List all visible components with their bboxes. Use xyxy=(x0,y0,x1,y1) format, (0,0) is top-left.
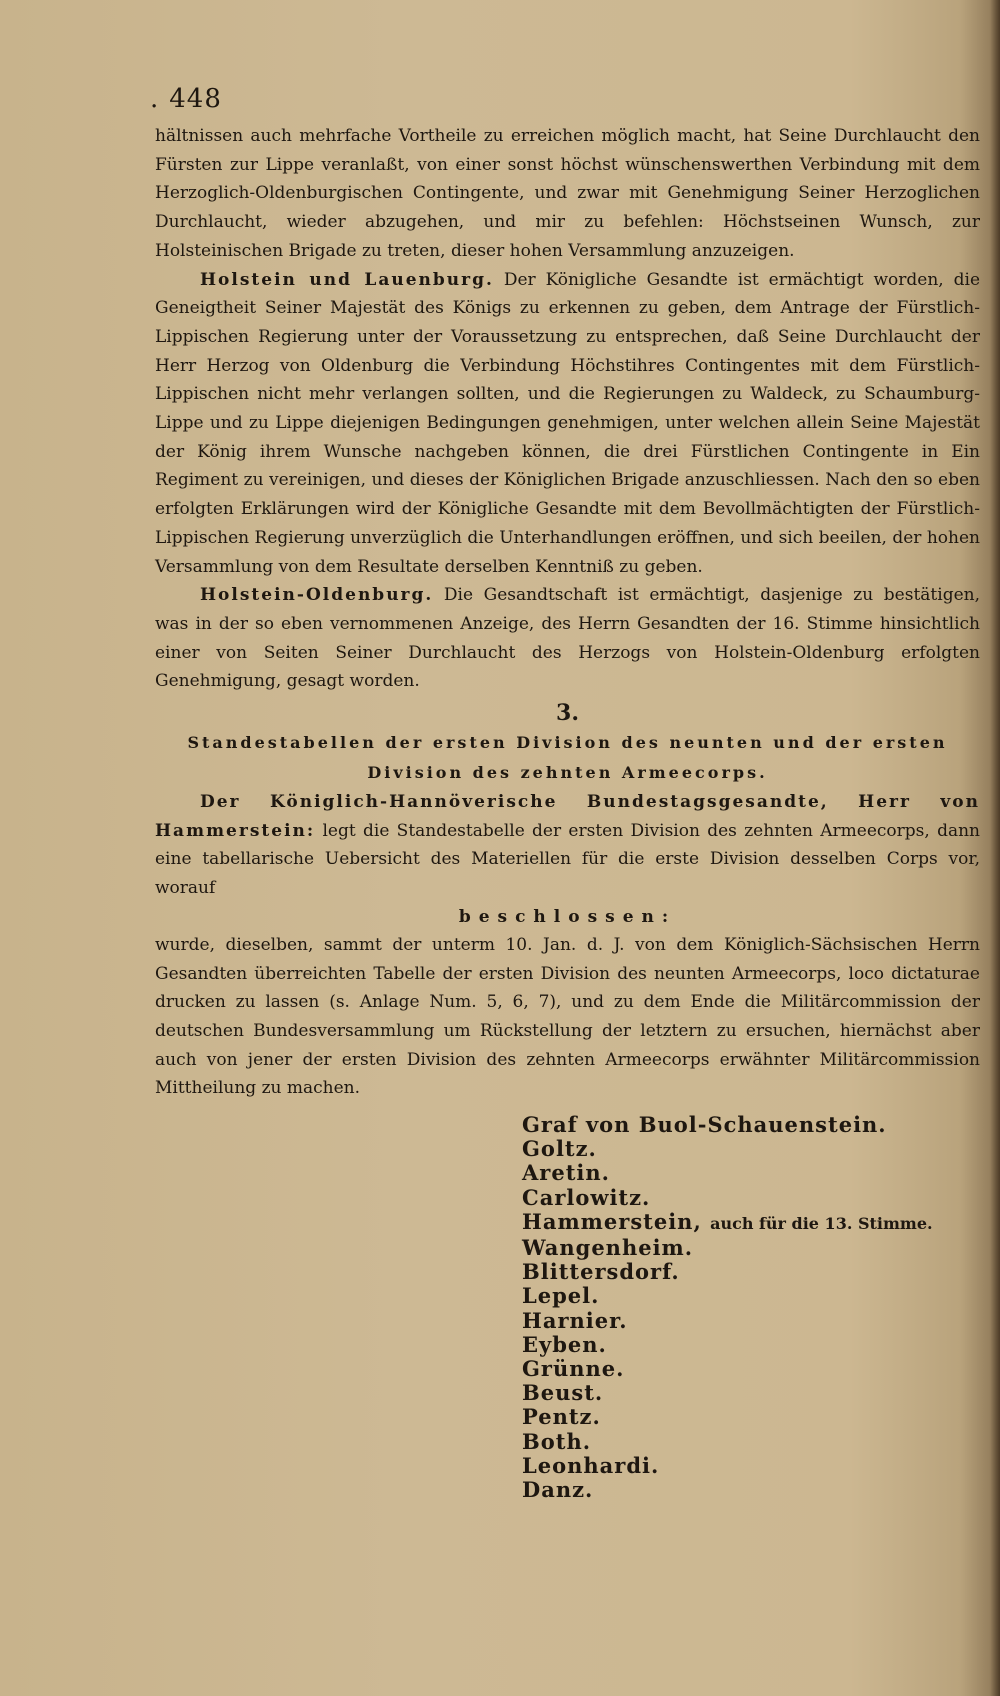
signature: Graf von Buol-Schauenstein. xyxy=(522,1112,887,1137)
paragraph-heading-hannover: Der Königlich-Hannöverische Bundestagsgesandte, Herr von Hammerstein: xyxy=(155,792,980,841)
paragraph-holstein-lauenburg xyxy=(155,266,980,582)
signature: Eyben. xyxy=(522,1331,607,1357)
paragraph-hannover xyxy=(155,788,980,903)
signature: Grünne. xyxy=(522,1356,625,1382)
signature: Blittersdorf. xyxy=(522,1259,680,1285)
signature: Both. xyxy=(522,1428,592,1454)
paragraph-heading-holstein-lauenburg: Holstein und Lauenburg. xyxy=(200,269,494,290)
paragraph-holstein-lauenburg-text: Der Königliche Gesandte ist ermächtigt worden, die Geneigtheit Seiner Majestät des Königs zu erkennen zu geben, dem Antrage der Fürstlich-Lippischen Regierung unter der Voraussetzung zu entsprechen, daß Seine Durchlaucht der Herr Herzog von Oldenburg die Verbindung Höchstihres Contingentes mit dem Fürstlich-Lippischen nicht mehr verlangen sollten, und die Regierungen zu Waldeck, zu Schaumburg-Lippe und zu Lippe diejenigen Bedingungen genehmigen, unter welchen allein Seine Majestät der König ihrem Wunsche nachgeben können, die drei Fürstlichen Contingente in Ein Regiment zu vereinigen, und dieses der Königlichen Brigade anzuschliessen. Nach den so eben erfolgten Erklärungen wird der Königliche Gesandte mit dem Bevollmächtigten der Fürstlich-Lippischen Regierung unverzüglich die Unterhandlungen eröffnen, und sich beeilen, der hohen Versammlung von dem Resultate derselben Kenntniß zu geben. xyxy=(155,269,981,577)
signature: Aretin. xyxy=(522,1160,610,1186)
section-title-line-1: Standestabellen der ersten Division des neunten und der ersten xyxy=(187,733,948,753)
signature: Danz. xyxy=(522,1477,594,1503)
signature-with-note xyxy=(522,1210,982,1236)
signature: Goltz. xyxy=(522,1136,597,1162)
signature: Harnier. xyxy=(522,1307,628,1333)
page-number-dot: . xyxy=(150,84,160,114)
signature: Lepel. xyxy=(522,1283,600,1309)
body-text xyxy=(155,122,980,1103)
page-number xyxy=(150,84,222,114)
paragraph-holstein-oldenburg xyxy=(155,581,980,696)
signature: Wangenheim. xyxy=(522,1235,694,1261)
signature: Pentz. xyxy=(522,1404,601,1430)
paragraph-holstein-oldenburg-text: Die Gesandtschaft ist ermächtigt, dasjenige zu bestätigen, was in der so eben vernommenen Anzeige, des Herrn Gesandten der 16. Stimme hinsichtlich einer von Seiten Seiner Durchlaucht des Herzogs von Holstein-Oldenburg erfolgten Genehmigung, gesagt worden. xyxy=(155,585,980,692)
signature-list xyxy=(522,1113,982,1502)
paragraph-1: hältnissen auch mehrfache Vortheile zu erreichen möglich macht, hat Seine Durchlaucht den Fürsten zur Lippe veranlaßt, von einer sonst höchst wünschenswerthen Verbindung mit dem Herzoglich-Oldenburgischen Contingente, und zwar mit Genehmigung Seiner Herzoglichen Durchlaucht, wieder abzugehen, und mir zu befehlen: Höchstseinen Wunsch, zur Holsteinischen Brigade zu treten, dieser hohen Versammlung anzuzeigen. xyxy=(155,126,980,261)
section-number: 3. xyxy=(556,700,579,727)
signature-note: auch für die 13. Stimme. xyxy=(710,1213,933,1233)
signature: Beust. xyxy=(522,1380,604,1406)
signature: Carlowitz. xyxy=(522,1184,651,1210)
signature: Hammerstein, xyxy=(522,1208,702,1234)
paragraph-heading-holstein-oldenburg: Holstein-Oldenburg. xyxy=(200,585,434,606)
section-title-line-2: Division des zehnten Armeecorps. xyxy=(367,763,768,783)
signature: Leonhardi. xyxy=(522,1452,660,1478)
resolution-heading: beschlossen: xyxy=(458,906,677,927)
paragraph-resolution: wurde, dieselben, sammt der unterm 10. Jan. d. J. von dem Königlich-Sächsischen Herrn Gesandten überreichten Tabelle der ersten Division des neunten Armeecorps, loco dictaturae drucken zu lassen (s. Anlage Num. 5, 6, 7), und zu dem Ende die Militärcommission der deutschen Bundesversammlung um Rückstellung der letztern zu ersuchen, hiernächst aber auch von jener der ersten Division des zehnten Armeecorps erwähnter Militärcommission Mittheilung zu machen. xyxy=(155,934,980,1099)
paragraph-hannover-text: legt die Standestabelle der ersten Division des zehnten Armeecorps, dann eine tabellarische Uebersicht des Materiellen für die erste Division desselben Corps vor, worauf xyxy=(155,820,981,899)
page-edge-shadow xyxy=(990,0,1000,1696)
page-number-value: 448 xyxy=(169,84,222,114)
